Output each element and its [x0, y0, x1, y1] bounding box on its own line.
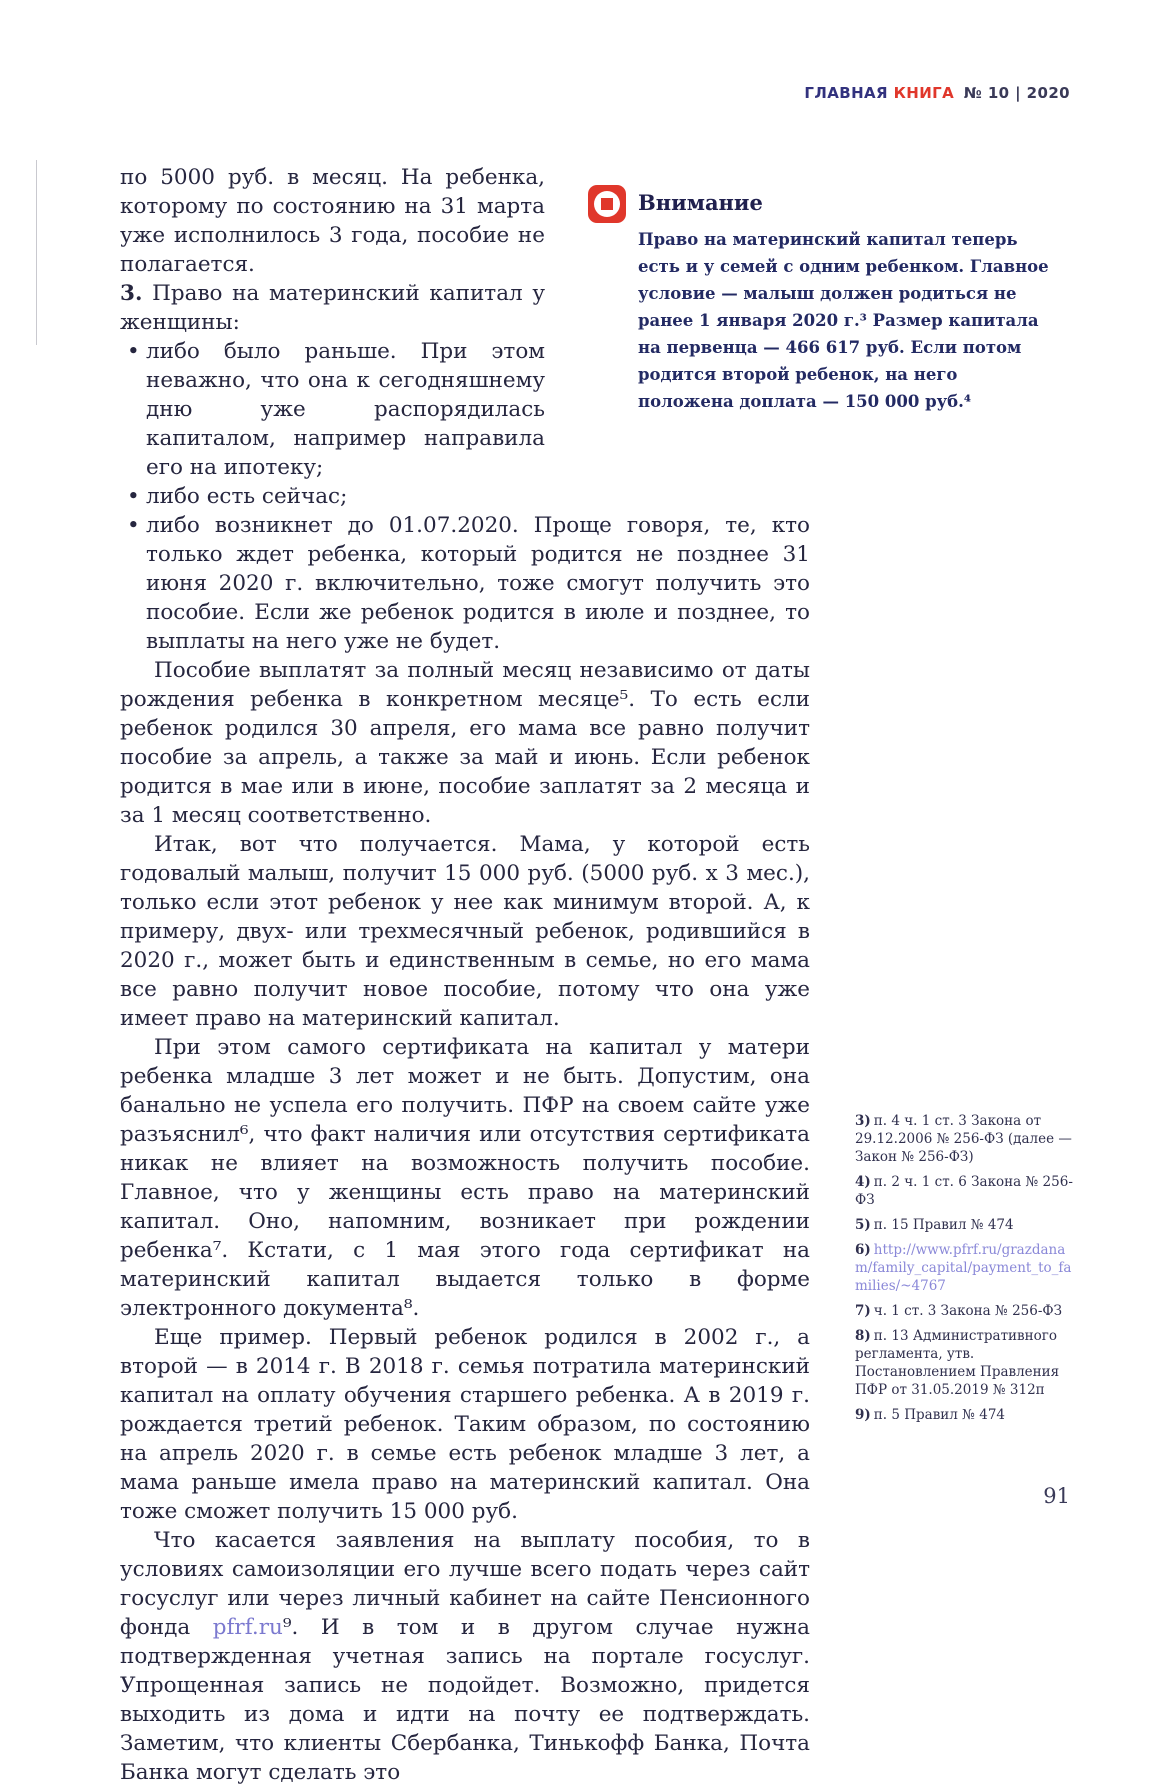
- final-paragraph-post: ⁹. И в том и в другом случае нужна подтвержденная учетная запись на портале госуслуг. Упрощенная запись не подойдет. Возможно, придется выходить из дома и идти на почту ее подтверждать. Заметим, что клиенты Сбербанка, Тинькофф Банка, Почта Банка могут сделать это: [120, 1615, 811, 1785]
- page-header: [804, 84, 1070, 102]
- footnote-url-link[interactable]: http://www.pfrf.ru/grazdanam/family_capital/payment_to_families/~4767: [855, 1242, 1072, 1294]
- footnote-text: ч. 1 ст. 3 Закона № 256-ФЗ: [873, 1303, 1063, 1319]
- footnote: [855, 1112, 1077, 1166]
- callout-body: Право на материнский капитал теперь есть и у семей с одним ребенком. Главное условие — малыш должен родиться не ранее 1 января 2020 г.³ Размер капитала на первенца — 466 617 руб. Если потом родится второй ребенок, на него положена доплата — 150 000 руб.⁴: [638, 230, 1049, 411]
- body-paragraph: Пособие выплатят за полный месяц независимо от даты рождения ребенка в конкретном месяце⁵. То есть если ребенок родился 30 апреля, его мама все равно получит пособие за апрель, а также за май и июнь. Если ребенок родится в мае или в июне, пособие заплатят за 2 месяца и за 1 месяц соответственно.: [120, 658, 810, 828]
- footnotes-sidebar: [855, 1112, 1077, 1431]
- opening-paragraph: по 5000 руб. в месяц. На ребенка, которому по состоянию на 31 марта уже исполнилось 3 года, пособие не полагается.: [120, 165, 545, 277]
- footnote-number: 4): [855, 1174, 871, 1190]
- item3-number: 3.: [120, 281, 143, 306]
- issue-number: № 10 | 2020: [963, 84, 1070, 102]
- footnote-text: п. 4 ч. 1 ст. 3 Закона от 29.12.2006 № 256-ФЗ (далее — Закон № 256-ФЗ): [855, 1113, 1072, 1165]
- article-column: [120, 163, 810, 1787]
- footnote-number: 3): [855, 1113, 871, 1129]
- footnote: [855, 1216, 1077, 1234]
- pfrf-link[interactable]: pfrf.ru: [212, 1615, 283, 1640]
- footnote-text: п. 2 ч. 1 ст. 6 Закона № 256-ФЗ: [855, 1174, 1073, 1208]
- footnote: [855, 1302, 1077, 1320]
- list-item: • либо было раньше. При этом неважно, что она к сегодняшнему дню уже распорядилась капиталом, например направила его на ипотеку;: [120, 337, 810, 482]
- page-number: 91: [1043, 1484, 1070, 1508]
- final-paragraph-pre: Что касается заявления на выплату пособия, то в условиях самоизоляции его лучше всего подать через сайт госуслуг или через личный кабинет на сайте Пенсионного фонда: [120, 1528, 810, 1640]
- brand-name-part2: КНИГА: [893, 84, 955, 102]
- footnote-text: п. 15 Правил № 474: [873, 1217, 1014, 1233]
- footnote-number: 9): [855, 1407, 871, 1423]
- footnote-number: 8): [855, 1328, 871, 1344]
- body-paragraph: При этом самого сертификата на капитал у матери ребенка младше 3 лет может и не быть. Допустим, она банально не успела его получить. ПФР на своем сайте уже разъяснил⁶, что факт наличия или отсутствия сертификата никак не влияет на возможность получить пособие. Главное, что у женщины есть право на материнский капитал. Оно, напомним, возникает при рождении ребенка⁷. Кстати, с 1 мая этого года сертификат на материнский капитал выдается только в форме электронного документа⁸.: [120, 1035, 810, 1321]
- footnote: [855, 1173, 1077, 1209]
- footnote-number: 7): [855, 1303, 871, 1319]
- footnote-number: 6): [855, 1242, 871, 1258]
- footnote-text: п. 5 Правил № 474: [873, 1407, 1006, 1423]
- list-item: • либо возникнет до 01.07.2020. Проще говоря, те, кто только ждет ребенка, который родится не позднее 31 июня 2020 г. включительно, тоже смогут получить это пособие. Если же ребенок родится в июле и позднее, то выплаты на него уже не будет.: [120, 511, 810, 656]
- brand-name-part1: ГЛАВНАЯ: [804, 84, 888, 102]
- callout-title: Внимание: [638, 190, 763, 215]
- body-paragraph: Итак, вот что получается. Мама, у которой есть годовалый малыш, получит 15 000 руб. (5000 руб. х 3 мес.), только если этот ребенок у нее как минимум второй. А, к примеру, двух- или трехмесячный ребенок, родившийся в 2020 г., может быть и единственным в семье, но его мама все равно получит новое пособие, потому что она уже имеет право на материнский капитал.: [120, 832, 810, 1031]
- margin-rule: [36, 160, 37, 345]
- body-paragraph-with-link: [120, 1526, 810, 1787]
- list-item: • либо есть сейчас;: [120, 482, 810, 511]
- footnote: [855, 1241, 1077, 1295]
- item3-text: Право на материнский капитал у женщины:: [120, 281, 545, 335]
- footnote-number: 5): [855, 1217, 871, 1233]
- footnote: [855, 1406, 1077, 1424]
- body-paragraph: Еще пример. Первый ребенок родился в 2002 г., а второй — в 2014 г. В 2018 г. семья потратила материнский капитал на оплату обучения старшего ребенка. А в 2019 г. рождается третий ребенок. Таким образом, по состоянию на апрель 2020 г. в семье есть ребенок младше 3 лет, а мама раньше имела право на материнский капитал. Она тоже сможет получить 15 000 руб.: [120, 1325, 810, 1524]
- footnote-text: п. 13 Административного регламента, утв. Постановлением Правления ПФР от 31.05.2019 № 312п: [855, 1328, 1060, 1398]
- footnote: [855, 1327, 1077, 1399]
